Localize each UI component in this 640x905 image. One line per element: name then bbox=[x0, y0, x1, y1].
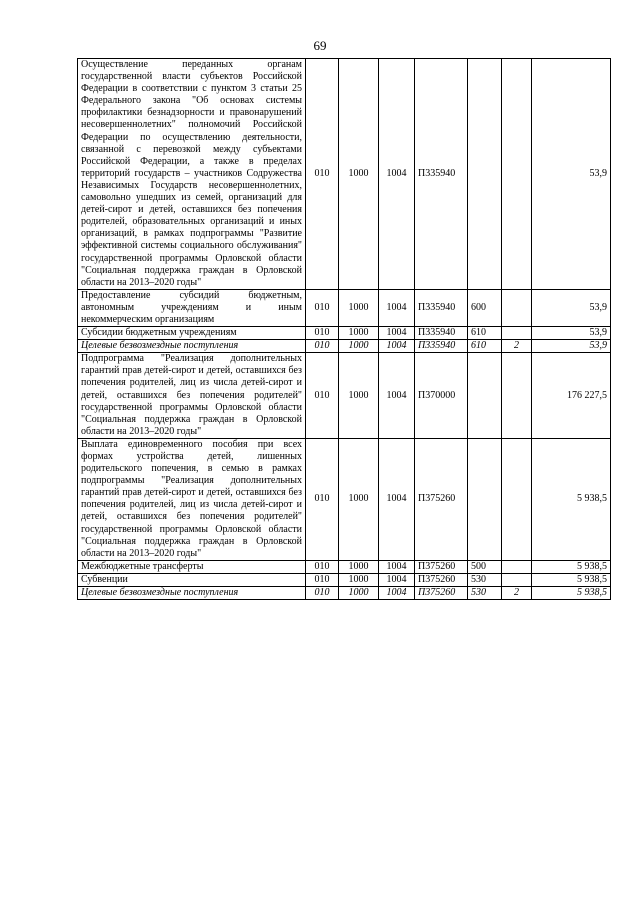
table-row bbox=[78, 59, 611, 290]
amount: 176 227,5 bbox=[532, 353, 611, 439]
ministry-code: 010 bbox=[306, 327, 339, 340]
section-code: 1000 bbox=[339, 573, 379, 586]
target-article-code: П335940 bbox=[415, 327, 468, 340]
ministry-code: 010 bbox=[306, 353, 339, 439]
funding-source-code bbox=[502, 438, 532, 560]
amount: 53,9 bbox=[532, 340, 611, 353]
row-name: Предоставление субсидий бюджетным, автономным учреждениям и иным некоммерческим организациям bbox=[78, 289, 306, 326]
section-code: 1000 bbox=[339, 560, 379, 573]
row-name: Субсидии бюджетным учреждениям bbox=[78, 327, 306, 340]
funding-source-code bbox=[502, 327, 532, 340]
ministry-code: 010 bbox=[306, 289, 339, 326]
expense-type-code: 610 bbox=[468, 340, 502, 353]
ministry-code: 010 bbox=[306, 560, 339, 573]
amount: 5 938,5 bbox=[532, 573, 611, 586]
section-code: 1000 bbox=[339, 353, 379, 439]
section-code: 1000 bbox=[339, 340, 379, 353]
amount: 53,9 bbox=[532, 327, 611, 340]
table-row bbox=[78, 587, 611, 600]
row-name: Подпрограмма "Реализация дополнительных гарантий прав детей-сирот и детей, оставшихся без попечения родителей, лиц из числа детей-сирот и детей, оставшихся без попечения родителей" государственной программы Орловской области "Социальная поддержка граждан в Орловской области на 2013–2020 годы" bbox=[78, 353, 306, 439]
table-row bbox=[78, 573, 611, 586]
section-code: 1000 bbox=[339, 289, 379, 326]
funding-source-code bbox=[502, 289, 532, 326]
target-article-code: П375260 bbox=[415, 573, 468, 586]
ministry-code: 010 bbox=[306, 340, 339, 353]
table-row bbox=[78, 289, 611, 326]
target-article-code: П370000 bbox=[415, 353, 468, 439]
expense-type-code bbox=[468, 438, 502, 560]
target-article-code: П335940 bbox=[415, 289, 468, 326]
funding-source-code bbox=[502, 353, 532, 439]
subsection-code: 1004 bbox=[379, 327, 415, 340]
funding-source-code bbox=[502, 59, 532, 290]
expense-type-code bbox=[468, 59, 502, 290]
budget-table bbox=[77, 58, 611, 600]
amount: 5 938,5 bbox=[532, 438, 611, 560]
section-code: 1000 bbox=[339, 59, 379, 290]
subsection-code: 1004 bbox=[379, 573, 415, 586]
funding-source-code bbox=[502, 560, 532, 573]
funding-source-code: 2 bbox=[502, 587, 532, 600]
amount: 5 938,5 bbox=[532, 587, 611, 600]
row-name: Целевые безвозмездные поступления bbox=[78, 340, 306, 353]
ministry-code: 010 bbox=[306, 438, 339, 560]
subsection-code: 1004 bbox=[379, 587, 415, 600]
table-row bbox=[78, 353, 611, 439]
target-article-code: П375260 bbox=[415, 587, 468, 600]
row-name: Субвенции bbox=[78, 573, 306, 586]
funding-source-code: 2 bbox=[502, 340, 532, 353]
table-row bbox=[78, 560, 611, 573]
section-code: 1000 bbox=[339, 587, 379, 600]
amount: 53,9 bbox=[532, 289, 611, 326]
section-code: 1000 bbox=[339, 327, 379, 340]
expense-type-code bbox=[468, 353, 502, 439]
subsection-code: 1004 bbox=[379, 340, 415, 353]
table-row bbox=[78, 340, 611, 353]
row-name: Выплата единовременного пособия при всех формах устройства детей, лишенных родительского попечения, в семью в рамках подпрограммы "Реализация дополнительных гарантий прав детей-сирот и детей, оставшихся без попечения родителей, лиц из числа детей-сирот и детей, оставшихся без попечения родителей" государственной программы Орловской области "Социальная поддержка граждан в Орловской области на 2013–2020 годы" bbox=[78, 438, 306, 560]
subsection-code: 1004 bbox=[379, 438, 415, 560]
funding-source-code bbox=[502, 573, 532, 586]
amount: 5 938,5 bbox=[532, 560, 611, 573]
subsection-code: 1004 bbox=[379, 353, 415, 439]
target-article-code: П335940 bbox=[415, 59, 468, 290]
expense-type-code: 530 bbox=[468, 587, 502, 600]
table-row bbox=[78, 327, 611, 340]
target-article-code: П375260 bbox=[415, 560, 468, 573]
section-code: 1000 bbox=[339, 438, 379, 560]
table-row bbox=[78, 438, 611, 560]
target-article-code: П335940 bbox=[415, 340, 468, 353]
target-article-code: П375260 bbox=[415, 438, 468, 560]
row-name: Межбюджетные трансферты bbox=[78, 560, 306, 573]
ministry-code: 010 bbox=[306, 573, 339, 586]
ministry-code: 010 bbox=[306, 59, 339, 290]
amount: 53,9 bbox=[532, 59, 611, 290]
expense-type-code: 500 bbox=[468, 560, 502, 573]
row-name: Осуществление переданных органам государственной власти субъектов Российской Федерации в соответствии с пунктом 3 статьи 25 Федерального закона "Об основах системы профилактики безнадзорности и правонарушений несовершеннолетних" полномочий Российской Федерации по осуществлению деятельности, связанной с перевозкой между субъектами Российской Федерации, а также в пределах территорий государств – участников Содружества Независимых Государств несовершеннолетних, самовольно ушедших из семей, организаций для детей-сирот и детей, оставшихся без попечения родителей, образовательных организаций и иных организаций, в рамках подпрограммы "Развитие эффективной системы социального обслуживания" государственной программы Орловской области "Социальная поддержка граждан в Орловской области на 2013–2020 годы" bbox=[78, 59, 306, 290]
expense-type-code: 600 bbox=[468, 289, 502, 326]
page-number: 69 bbox=[313, 38, 327, 53]
subsection-code: 1004 bbox=[379, 289, 415, 326]
ministry-code: 010 bbox=[306, 587, 339, 600]
expense-type-code: 530 bbox=[468, 573, 502, 586]
expense-type-code: 610 bbox=[468, 327, 502, 340]
subsection-code: 1004 bbox=[379, 59, 415, 290]
subsection-code: 1004 bbox=[379, 560, 415, 573]
row-name: Целевые безвозмездные поступления bbox=[78, 587, 306, 600]
